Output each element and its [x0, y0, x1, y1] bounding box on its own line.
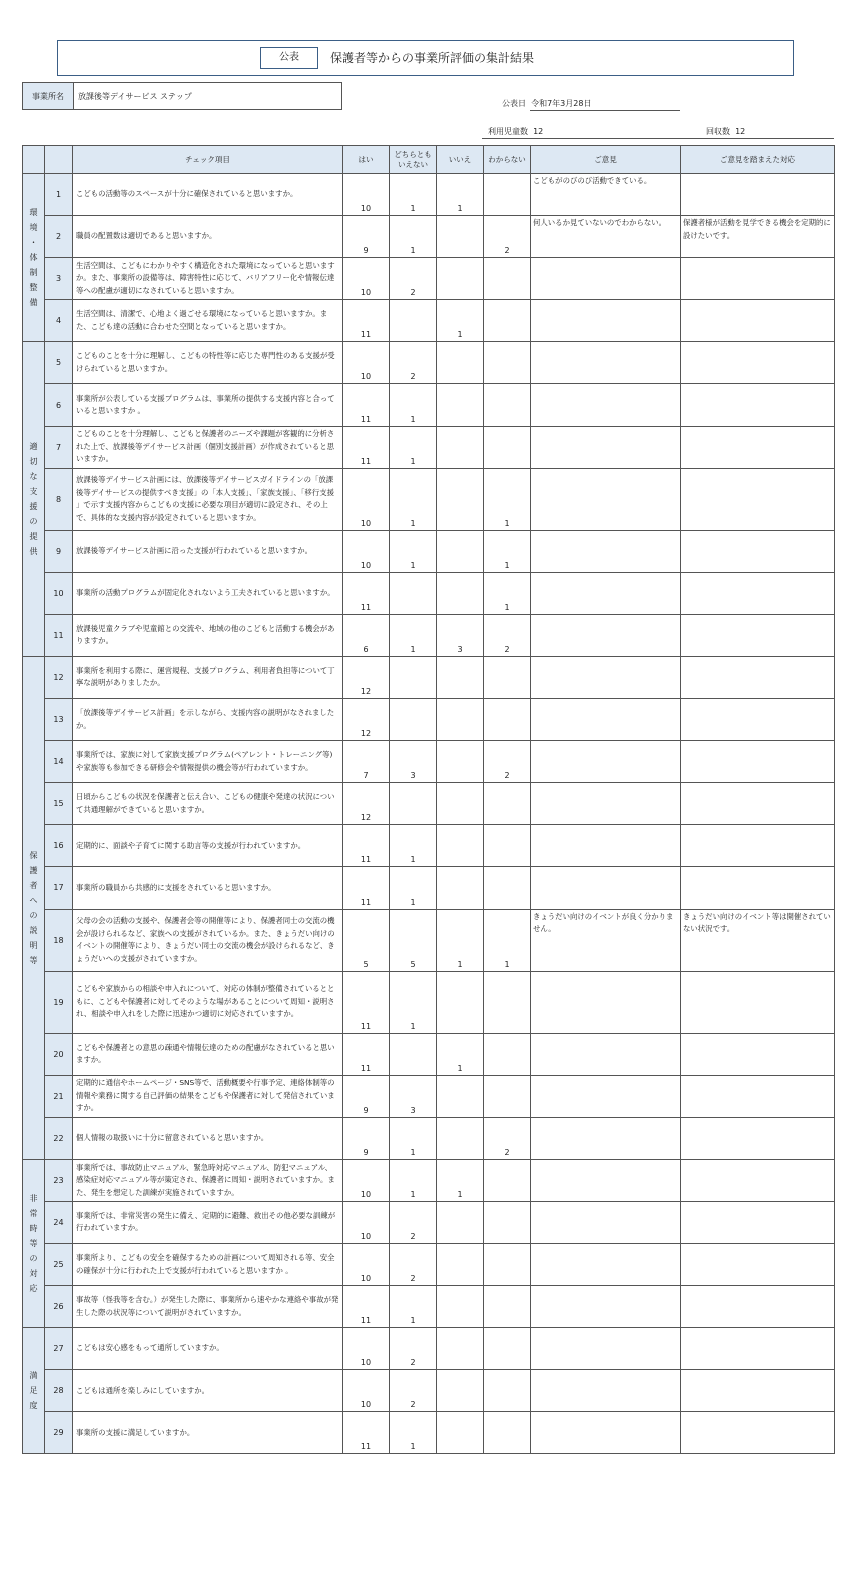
table-header-row	[23, 146, 835, 174]
row-number: 9	[45, 530, 73, 572]
count-unknown: 2	[484, 741, 531, 783]
response-cell	[681, 741, 835, 783]
check-item-text: 父母の会の活動の支援や、保護者会等の開催等により、保護者同士の交流の機会が設けられるなど、家族への支援がされているか。また、きょうだい向けのイベントの開催等により、きょうだい同士の交流の機会が設けられるなど、きょうだいへの支援がされていますか。	[73, 909, 343, 971]
opinion-cell	[531, 426, 681, 468]
count-unknown	[484, 699, 531, 741]
check-item-text: こどもや保護者との意思の疎通や情報伝達のための配慮がなされていると思いますか。	[73, 1033, 343, 1075]
count-no	[437, 384, 484, 426]
response-cell	[681, 258, 835, 300]
check-item-text: 事業所では、事故防止マニュアル、緊急時対応マニュアル、防犯マニュアル、感染症対応マニュアル等が策定され、保護者に周知・説明されていますか。また、発生を想定した訓練が実施されていますか。	[73, 1159, 343, 1201]
count-no	[437, 342, 484, 384]
user-count	[488, 126, 543, 137]
header-check-item: チェック項目	[73, 146, 343, 174]
count-neither: 1	[390, 867, 437, 909]
count-no	[437, 783, 484, 825]
count-yes: 11	[343, 825, 390, 867]
response-cell	[681, 1243, 835, 1285]
count-neither: 2	[390, 1328, 437, 1370]
check-item-text: 事業所の職員から共感的に支援をされていると思いますか。	[73, 867, 343, 909]
count-neither: 5	[390, 909, 437, 971]
table-row	[23, 1033, 835, 1075]
count-unknown	[484, 971, 531, 1033]
count-no	[437, 216, 484, 258]
count-unknown	[484, 1370, 531, 1412]
response-cell	[681, 1075, 835, 1117]
category-label: 適 切 な 支 援 の 提 供	[23, 342, 45, 657]
opinion-cell	[531, 614, 681, 656]
row-number: 18	[45, 909, 73, 971]
opinion-cell	[531, 1033, 681, 1075]
count-no	[437, 1075, 484, 1117]
table-row	[23, 1412, 835, 1454]
count-unknown	[484, 825, 531, 867]
check-item-text: 事業所を利用する際に、運営規程、支援プログラム、利用者負担等について丁寧な説明がありましたか。	[73, 656, 343, 698]
count-yes: 7	[343, 741, 390, 783]
count-unknown	[484, 1243, 531, 1285]
row-number: 10	[45, 572, 73, 614]
count-neither: 2	[390, 1201, 437, 1243]
opinion-cell	[531, 1075, 681, 1117]
count-neither: 2	[390, 342, 437, 384]
count-no	[437, 530, 484, 572]
table-row	[23, 867, 835, 909]
opinion-cell	[531, 300, 681, 342]
header-yes: はい	[343, 146, 390, 174]
check-item-text: 放課後等デイサービス計画に沿った支援が行われていると思いますか。	[73, 530, 343, 572]
count-neither	[390, 783, 437, 825]
opinion-cell	[531, 1286, 681, 1328]
response-cell: きょうだい向けのイベント等は開催されていない状況です。	[681, 909, 835, 971]
table-row	[23, 300, 835, 342]
count-no: 1	[437, 1033, 484, 1075]
response-cell	[681, 384, 835, 426]
opinion-cell	[531, 572, 681, 614]
table-row	[23, 1370, 835, 1412]
count-unknown: 1	[484, 572, 531, 614]
header-unknown: わからない	[484, 146, 531, 174]
table-row	[23, 783, 835, 825]
check-item-text: 事業所が公表している支援プログラムは、事業所の提供する支援内容と合っていると思いますか 。	[73, 384, 343, 426]
response-cell	[681, 1159, 835, 1201]
count-unknown	[484, 1412, 531, 1454]
count-neither: 1	[390, 1117, 437, 1159]
count-neither: 1	[390, 384, 437, 426]
row-number: 16	[45, 825, 73, 867]
count-neither: 3	[390, 741, 437, 783]
count-yes: 10	[343, 174, 390, 216]
row-number: 4	[45, 300, 73, 342]
count-yes: 10	[343, 342, 390, 384]
check-item-text: 事業所の支援に満足していますか。	[73, 1412, 343, 1454]
opinion-cell	[531, 258, 681, 300]
count-yes: 11	[343, 971, 390, 1033]
response-cell	[681, 342, 835, 384]
opinion-cell	[531, 783, 681, 825]
count-no	[437, 741, 484, 783]
table-row	[23, 656, 835, 698]
table-row	[23, 1286, 835, 1328]
count-unknown	[484, 300, 531, 342]
count-neither: 1	[390, 1159, 437, 1201]
count-unknown: 1	[484, 468, 531, 530]
header-opinion: ご意見	[531, 146, 681, 174]
category-label: 満 足 度	[23, 1328, 45, 1454]
table-row	[23, 825, 835, 867]
check-item-text: 事業所では、家族に対して家族支援プログラム(ペアレント・トレーニング等)や家族等も参加できる研修会や情報提供の機会等が行われていますか。	[73, 741, 343, 783]
office-name-label: 事業所名	[23, 83, 74, 109]
response-cell	[681, 783, 835, 825]
count-yes: 11	[343, 300, 390, 342]
category-label: 環 境 ・ 体 制 整 備	[23, 174, 45, 342]
count-yes: 11	[343, 867, 390, 909]
check-item-text: 事業所では、非常災害の発生に備え、定期的に避難、救出その他必要な訓練が行われていますか。	[73, 1201, 343, 1243]
count-no	[437, 1117, 484, 1159]
count-no	[437, 468, 484, 530]
check-item-text: 事故等（怪我等を含む。）が発生した際に、事業所から速やかな連絡や事故が発生した際の状況等について説明がされていますか。	[73, 1286, 343, 1328]
count-yes: 10	[343, 468, 390, 530]
response-cell	[681, 1328, 835, 1370]
opinion-cell	[531, 1243, 681, 1285]
count-no	[437, 699, 484, 741]
header-neither	[390, 146, 437, 174]
count-no	[437, 656, 484, 698]
row-number: 5	[45, 342, 73, 384]
count-unknown	[484, 783, 531, 825]
table-row	[23, 1075, 835, 1117]
count-no	[437, 258, 484, 300]
table-row	[23, 909, 835, 971]
table-row	[23, 614, 835, 656]
opinion-cell	[531, 1201, 681, 1243]
header-response: ご意見を踏まえた対応	[681, 146, 835, 174]
row-number: 1	[45, 174, 73, 216]
row-number: 3	[45, 258, 73, 300]
row-number: 12	[45, 656, 73, 698]
count-no	[437, 1243, 484, 1285]
publication-date-label: 公表日	[502, 99, 526, 108]
table-row	[23, 426, 835, 468]
opinion-cell	[531, 1328, 681, 1370]
count-no	[437, 1286, 484, 1328]
response-cell: 保護者様が活動を見学できる機会を定期的に設けたいです。	[681, 216, 835, 258]
table-row	[23, 216, 835, 258]
response-cell	[681, 468, 835, 530]
count-no: 1	[437, 300, 484, 342]
publication-badge: 公表	[260, 47, 318, 69]
response-cell	[681, 1201, 835, 1243]
count-yes: 10	[343, 1201, 390, 1243]
office-name-box	[22, 82, 342, 110]
count-neither: 1	[390, 530, 437, 572]
opinion-cell: 何人いるか見ていないのでわからない。	[531, 216, 681, 258]
count-unknown	[484, 1328, 531, 1370]
count-yes: 11	[343, 1033, 390, 1075]
response-count	[706, 126, 745, 137]
table-row	[23, 1328, 835, 1370]
response-cell	[681, 1370, 835, 1412]
response-cell	[681, 1117, 835, 1159]
check-item-text: こどもは安心感をもって通所していますか。	[73, 1328, 343, 1370]
check-item-text: こどもの活動等のスペースが十分に確保されていると思いますか。	[73, 174, 343, 216]
check-item-text: 定期的に通信やホームページ・SNS等で、活動概要や行事予定、連絡体制等の情報や業務に関する自己評価の結果をこどもや保護者に対して発信されていますか。	[73, 1075, 343, 1117]
count-no	[437, 825, 484, 867]
count-unknown	[484, 1075, 531, 1117]
count-unknown	[484, 656, 531, 698]
table-row	[23, 1201, 835, 1243]
count-neither: 2	[390, 258, 437, 300]
check-item-text: 個人情報の取扱いに十分に留意されていると思いますか。	[73, 1117, 343, 1159]
publication-date-value: 令和7年3月28日	[531, 99, 592, 108]
table-row	[23, 468, 835, 530]
count-unknown: 1	[484, 909, 531, 971]
count-yes: 9	[343, 1117, 390, 1159]
opinion-cell	[531, 1117, 681, 1159]
row-number: 23	[45, 1159, 73, 1201]
header-neither-line1: どちらとも	[394, 149, 432, 159]
count-no	[437, 1328, 484, 1370]
check-item-text: 生活空間は、清潔で、心地よく過ごせる環境になっていると思いますか。また、こども達の活動に合わせた空間となっていると思いますか。	[73, 300, 343, 342]
count-yes: 10	[343, 258, 390, 300]
response-cell	[681, 614, 835, 656]
count-yes: 10	[343, 1243, 390, 1285]
response-cell	[681, 572, 835, 614]
row-number: 24	[45, 1201, 73, 1243]
count-no	[437, 572, 484, 614]
check-item-text: 「放課後等デイサービス計画」を示しながら、支援内容の説明がなされましたか。	[73, 699, 343, 741]
count-neither: 1	[390, 426, 437, 468]
row-number: 21	[45, 1075, 73, 1117]
response-cell	[681, 867, 835, 909]
check-item-text: 事業所より、こどもの安全を確保するための計画について周知される等、安全の確保が十分に行われた上で支援が行われていると思いますか 。	[73, 1243, 343, 1285]
stats-underline	[482, 138, 834, 139]
row-number: 14	[45, 741, 73, 783]
response-count-label: 回収数	[706, 127, 730, 136]
row-number: 2	[45, 216, 73, 258]
row-number: 8	[45, 468, 73, 530]
opinion-cell	[531, 468, 681, 530]
table-row	[23, 1117, 835, 1159]
response-count-value: 12	[735, 127, 746, 136]
count-yes: 6	[343, 614, 390, 656]
count-yes: 10	[343, 530, 390, 572]
count-neither: 1	[390, 614, 437, 656]
user-count-value: 12	[533, 127, 544, 136]
opinion-cell: きょうだい向けのイベントが良く分かりません。	[531, 909, 681, 971]
table-body	[23, 174, 835, 1454]
category-label: 非 常 時 等 の 対 応	[23, 1159, 45, 1327]
table-row	[23, 530, 835, 572]
count-neither	[390, 572, 437, 614]
header-no: いいえ	[437, 146, 484, 174]
row-number: 29	[45, 1412, 73, 1454]
count-yes: 11	[343, 572, 390, 614]
count-yes: 5	[343, 909, 390, 971]
row-number: 27	[45, 1328, 73, 1370]
count-no	[437, 1201, 484, 1243]
count-no	[437, 1412, 484, 1454]
table-row	[23, 342, 835, 384]
opinion-cell	[531, 867, 681, 909]
check-item-text: こどものことを十分に理解し、こどもの特性等に応じた専門性のある支援が受けられていると思いますか。	[73, 342, 343, 384]
row-number: 6	[45, 384, 73, 426]
count-unknown	[484, 867, 531, 909]
header-category	[23, 146, 45, 174]
response-cell	[681, 174, 835, 216]
count-neither: 2	[390, 1243, 437, 1285]
count-unknown: 2	[484, 1117, 531, 1159]
response-cell	[681, 1033, 835, 1075]
count-yes: 11	[343, 384, 390, 426]
count-no: 3	[437, 614, 484, 656]
opinion-cell	[531, 656, 681, 698]
row-number: 25	[45, 1243, 73, 1285]
response-cell	[681, 1286, 835, 1328]
check-item-text: 定期的に、面談や子育てに関する助言等の支援が行われていますか。	[73, 825, 343, 867]
count-no	[437, 1370, 484, 1412]
count-unknown: 2	[484, 614, 531, 656]
row-number: 26	[45, 1286, 73, 1328]
response-cell	[681, 656, 835, 698]
opinion-cell	[531, 1159, 681, 1201]
row-number: 15	[45, 783, 73, 825]
response-cell	[681, 699, 835, 741]
response-cell	[681, 971, 835, 1033]
count-neither	[390, 1033, 437, 1075]
count-unknown: 2	[484, 216, 531, 258]
count-yes: 11	[343, 426, 390, 468]
office-name-value: 放課後等デイサービス ステップ	[78, 91, 192, 101]
check-item-text: 放課後児童クラブや児童館との交流や、地域の他のこどもと活動する機会がありますか。	[73, 614, 343, 656]
count-yes: 10	[343, 1370, 390, 1412]
table-row	[23, 971, 835, 1033]
count-unknown	[484, 1286, 531, 1328]
opinion-cell	[531, 741, 681, 783]
response-cell	[681, 426, 835, 468]
opinion-cell: こどもがのびのび活動できている。	[531, 174, 681, 216]
title-box	[57, 40, 794, 76]
check-item-text: 放課後等デイサービス計画には、放課後等デイサービスガイドラインの「放課後等デイサービスの提供すべき支援」の「本人支援」、「家族支援」、「移行支援 」で示す支援内容からこどもの支援に必要な項目が適切に設定され、その上で、具体的な支援内容が設定されていると思いますか。	[73, 468, 343, 530]
category-label: 保 護 者 へ の 説 明 等	[23, 656, 45, 1159]
count-no: 1	[437, 1159, 484, 1201]
opinion-cell	[531, 699, 681, 741]
count-yes: 12	[343, 783, 390, 825]
count-unknown	[484, 174, 531, 216]
count-yes: 12	[343, 699, 390, 741]
count-neither: 1	[390, 1412, 437, 1454]
count-unknown: 1	[484, 530, 531, 572]
count-yes: 9	[343, 216, 390, 258]
response-cell	[681, 1412, 835, 1454]
count-unknown	[484, 1033, 531, 1075]
header-neither-line2: いえない	[398, 159, 428, 169]
count-neither: 1	[390, 825, 437, 867]
count-neither	[390, 699, 437, 741]
count-neither: 1	[390, 216, 437, 258]
count-neither: 3	[390, 1075, 437, 1117]
count-no	[437, 867, 484, 909]
count-no: 1	[437, 909, 484, 971]
row-number: 13	[45, 699, 73, 741]
publication-date-underline	[530, 110, 680, 111]
count-neither	[390, 656, 437, 698]
opinion-cell	[531, 1412, 681, 1454]
count-yes: 11	[343, 1286, 390, 1328]
count-unknown	[484, 1159, 531, 1201]
count-neither: 1	[390, 1286, 437, 1328]
page-title: 保護者等からの事業所評価の集計結果	[330, 51, 535, 65]
table-row	[23, 384, 835, 426]
count-no	[437, 971, 484, 1033]
check-item-text: こどものことを十分理解し、こどもと保護者のニーズや課題が客観的に分析された上で、放課後等デイサービス計画（個別支援計画）が作成されていると思いますか。	[73, 426, 343, 468]
response-cell	[681, 300, 835, 342]
response-cell	[681, 530, 835, 572]
table-row	[23, 1243, 835, 1285]
count-neither: 1	[390, 971, 437, 1033]
check-item-text: 生活空間は、こどもにわかりやすく構造化された環境になっていると思いますか。また、事業所の設備等は、障害特性に応じて、バリアフリー化や情報伝達等への配慮が適切になされていると思いますか。	[73, 258, 343, 300]
table-row	[23, 741, 835, 783]
row-number: 11	[45, 614, 73, 656]
count-yes: 11	[343, 1412, 390, 1454]
count-neither: 1	[390, 468, 437, 530]
count-yes: 10	[343, 1328, 390, 1370]
opinion-cell	[531, 1370, 681, 1412]
count-neither: 2	[390, 1370, 437, 1412]
opinion-cell	[531, 530, 681, 572]
check-item-text: こどもや家族からの相談や申入れについて、対応の体制が整備されているとともに、こどもや保護者に対してそのような場があることについて周知・説明され、相談や申入れをした際に迅速かつ適切に対応されていますか。	[73, 971, 343, 1033]
count-unknown	[484, 1201, 531, 1243]
row-number: 19	[45, 971, 73, 1033]
opinion-cell	[531, 384, 681, 426]
user-count-label: 利用児童数	[488, 127, 528, 136]
row-number: 17	[45, 867, 73, 909]
opinion-cell	[531, 825, 681, 867]
count-unknown	[484, 342, 531, 384]
count-no	[437, 426, 484, 468]
count-no: 1	[437, 174, 484, 216]
table-row	[23, 572, 835, 614]
table-row	[23, 258, 835, 300]
count-yes: 9	[343, 1075, 390, 1117]
opinion-cell	[531, 342, 681, 384]
check-item-text: 事業所の活動プログラムが固定化されないよう工夫されていると思いますか。	[73, 572, 343, 614]
opinion-cell	[531, 971, 681, 1033]
header-number	[45, 146, 73, 174]
table-row	[23, 174, 835, 216]
count-unknown	[484, 384, 531, 426]
count-unknown	[484, 258, 531, 300]
check-item-text: こどもは通所を楽しみにしていますか。	[73, 1370, 343, 1412]
publication-date	[502, 98, 591, 109]
table-row	[23, 699, 835, 741]
count-neither: 1	[390, 174, 437, 216]
count-yes: 12	[343, 656, 390, 698]
response-cell	[681, 825, 835, 867]
row-number: 22	[45, 1117, 73, 1159]
row-number: 7	[45, 426, 73, 468]
row-number: 28	[45, 1370, 73, 1412]
evaluation-table	[22, 145, 835, 1454]
table-row	[23, 1159, 835, 1201]
count-yes: 10	[343, 1159, 390, 1201]
row-number: 20	[45, 1033, 73, 1075]
check-item-text: 職員の配置数は適切であると思いますか。	[73, 216, 343, 258]
count-neither	[390, 300, 437, 342]
check-item-text: 日頃からこどもの状況を保護者と伝え合い、こどもの健康や発達の状況について共通理解ができていると思いますか。	[73, 783, 343, 825]
count-unknown	[484, 426, 531, 468]
